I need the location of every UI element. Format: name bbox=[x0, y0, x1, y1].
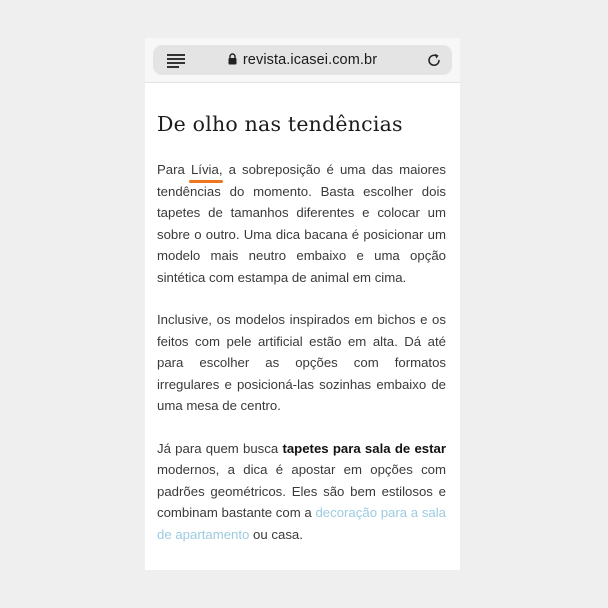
paragraph-3-end: ou casa. bbox=[249, 526, 303, 542]
tapetes-keyword: tapetes para sala de estar bbox=[282, 440, 446, 456]
phone-screen bbox=[145, 38, 460, 570]
paragraph-1-start: Para bbox=[157, 162, 191, 177]
paragraph-3-middle: modernos, a dica é apostar em opções com padrões geométricos. Eles são bem estilosos e combinam bastante com a bbox=[157, 462, 446, 520]
url-display[interactable] bbox=[153, 52, 452, 68]
article-title: De olho nas tendências bbox=[157, 112, 403, 136]
paragraph-1 bbox=[157, 159, 446, 288]
article bbox=[157, 112, 446, 545]
paragraph-2: Inclusive, os modelos inspirados em bichos e os feitos com pele artificial estão em alta. Dá até para escolher as opções com formatos irregulares e posicioná-las sozinhas embaixo de uma mesa de centro. bbox=[157, 312, 446, 413]
url-text: revista.icasei.com.br bbox=[242, 52, 378, 68]
decoracao-link[interactable]: decoração para a sala de apartamento bbox=[157, 505, 447, 542]
paragraph-3-start: Já para quem busca bbox=[157, 440, 283, 456]
paragraph-3 bbox=[157, 438, 446, 546]
reload-icon[interactable] bbox=[426, 52, 442, 68]
highlighted-name: Lívia bbox=[191, 159, 219, 181]
paragraph-1-rest: , a sobreposição é uma das maiores tendências do momento. Basta escolher dois tapetes de tamanhos diferentes e colocar um sobre o outro. Uma dica bacana é posicionar um modelo mais neutro embaixo e uma opção sintética com estampa de animal em cima. bbox=[157, 162, 446, 285]
browser-toolbar bbox=[145, 38, 460, 83]
address-bar[interactable] bbox=[153, 45, 452, 75]
lock-icon bbox=[228, 53, 237, 65]
